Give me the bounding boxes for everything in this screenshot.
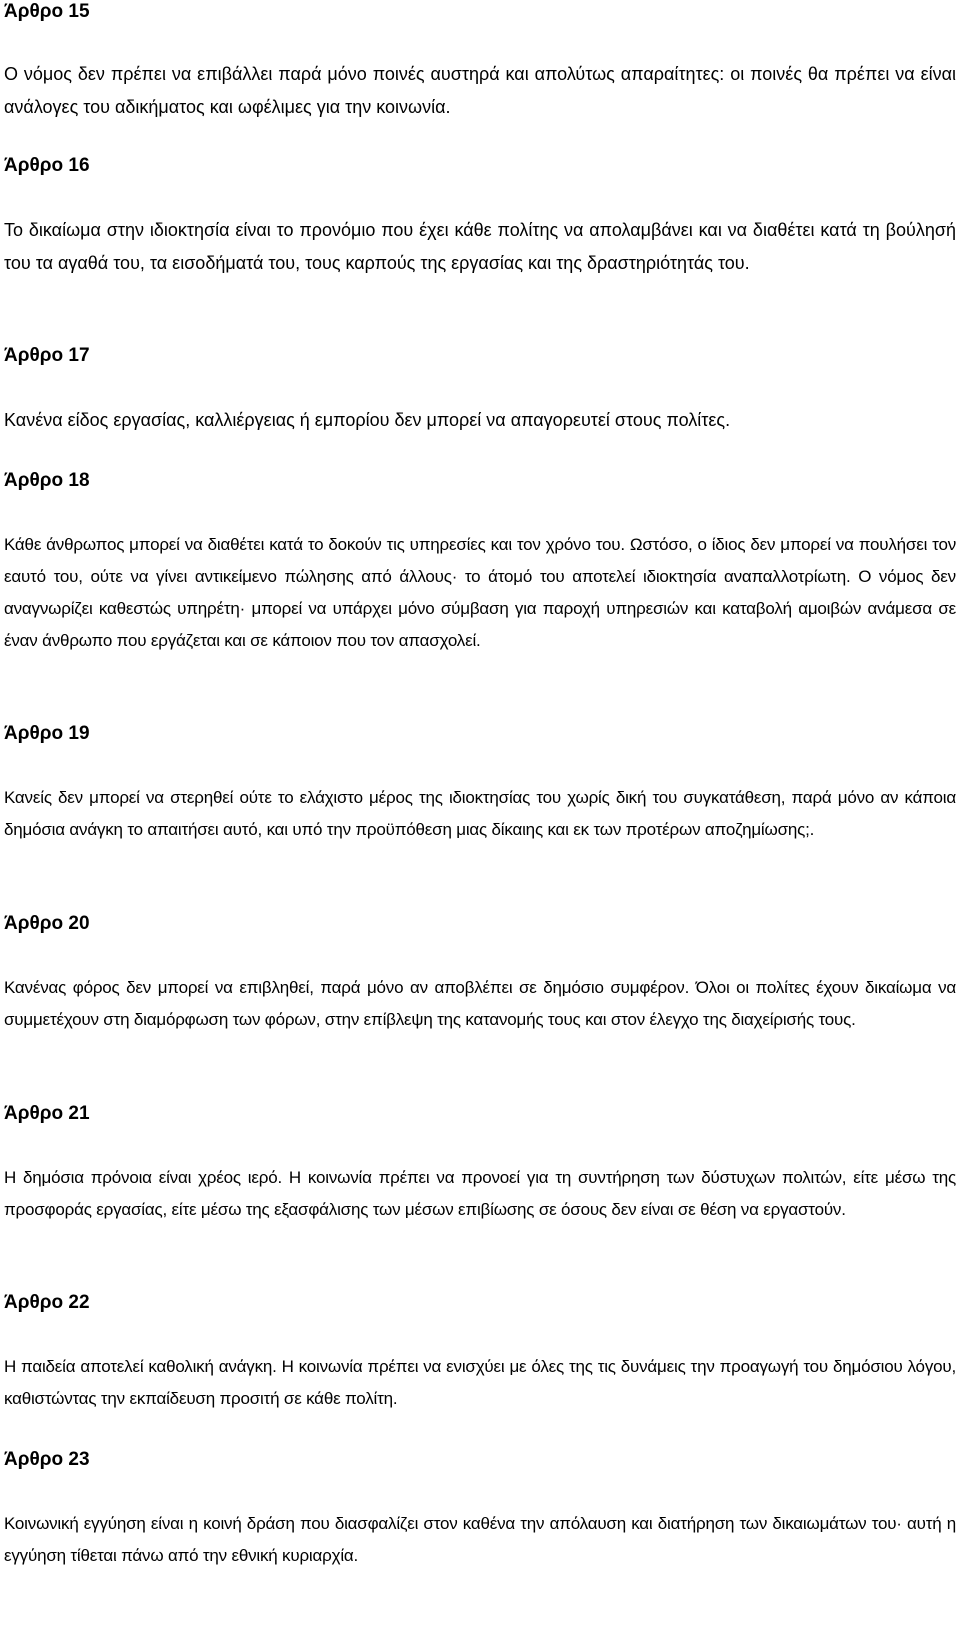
article-23-heading: Άρθρο 23 (4, 1449, 90, 1470)
article-20-text: Κανένας φόρος δεν μπορεί να επιβληθεί, παρά μόνο αν αποβλέπει σε δημόσιο συμφέρον. Όλοι οι πολίτες έχουν δικαίωμα να συμμετέχουν στη διαμόρφωση των φόρων, στην επίβλεψη της κατανομής τους και στον έλεγχο της διαχείρισής τους. (4, 978, 956, 1029)
article-22-text: Η παιδεία αποτελεί καθολική ανάγκη. Η κοινωνία πρέπει να ενισχύει με όλες της τις δυνάμεις την προαγωγή του δημόσιου λόγου, καθιστώντας την εκπαίδευση προσιτή σε κάθε πολίτη. (4, 1357, 956, 1408)
article-17-text: Κανένα είδος εργασίας, καλλιέργειας ή εμπορίου δεν μπορεί να απαγορευτεί στους πολίτες. (4, 410, 731, 430)
article-18-heading: Άρθρο 18 (4, 470, 90, 491)
article-22-heading: Άρθρο 22 (4, 1292, 90, 1313)
article-17-heading: Άρθρο 17 (4, 345, 90, 366)
article-16-text: Το δικαίωμα στην ιδιοκτησία είναι το προνόμιο που έχει κάθε πολίτης να απολαμβάνει και να διαθέτει κατά τη βούλησή του τα αγαθά του, τα εισοδήματά του, τους καρπούς της εργασίας και της δραστηριότητάς του. (4, 220, 956, 273)
article-15-heading: Άρθρο 15 (4, 1, 90, 22)
article-21-heading: Άρθρο 21 (4, 1103, 90, 1124)
article-18-text: Κάθε άνθρωπος μπορεί να διαθέτει κατά το δοκούν τις υπηρεσίες και τον χρόνο του. Ωστόσο, ο ίδιος δεν μπορεί να πουλήσει τον εαυτό του, ούτε να γίνει αντικείμενο πώλησης από άλλους· το άτομό του αποτελεί ιδιοκτησία αναπαλλοτρίωτη. Ο νόμος δεν αναγνωρίζει καθεστώς υπηρέτη· μπορεί να υπάρχει μόνο σύμβαση για παροχή υπηρεσιών και καταβολή αμοιβών ανάμεσα σε έναν άνθρωπο που εργάζεται και σε κάποιον που τον απασχολεί. (4, 535, 956, 650)
article-20-heading: Άρθρο 20 (4, 913, 90, 934)
article-19-heading: Άρθρο 19 (4, 723, 90, 744)
article-15-text: Ο νόμος δεν πρέπει να επιβάλλει παρά μόνο ποινές αυστηρά και απολύτως απαραίτητες: οι ποινές θα πρέπει να είναι ανάλογες του αδικήματος και ωφέλιμες για την κοινωνία. (4, 64, 956, 117)
article-23-text: Κοινωνική εγγύηση είναι η κοινή δράση που διασφαλίζει στον καθένα την απόλαυση και διατήρηση των δικαιωμάτων του· αυτή η εγγύηση τίθεται πάνω από την εθνική κυριαρχία. (4, 1514, 956, 1565)
article-16-heading: Άρθρο 16 (4, 155, 90, 176)
article-21-text: Η δημόσια πρόνοια είναι χρέος ιερό. Η κοινωνία πρέπει να προνοεί για τη συντήρηση των δύστυχων πολιτών, είτε μέσω της προσφοράς εργασίας, είτε μέσω της εξασφάλισης των μέσων επιβίωσης σε όσους δεν είναι σε θέση να εργαστούν. (4, 1168, 956, 1219)
article-19-text: Κανείς δεν μπορεί να στερηθεί ούτε το ελάχιστο μέρος της ιδιοκτησίας του χωρίς δική του συγκατάθεση, παρά μόνο αν κάποια δημόσια ανάγκη το απαιτήσει αυτό, και υπό την προϋπόθεση μιας δίκαιης και εκ των προτέρων αποζημίωσης;. (4, 788, 956, 839)
